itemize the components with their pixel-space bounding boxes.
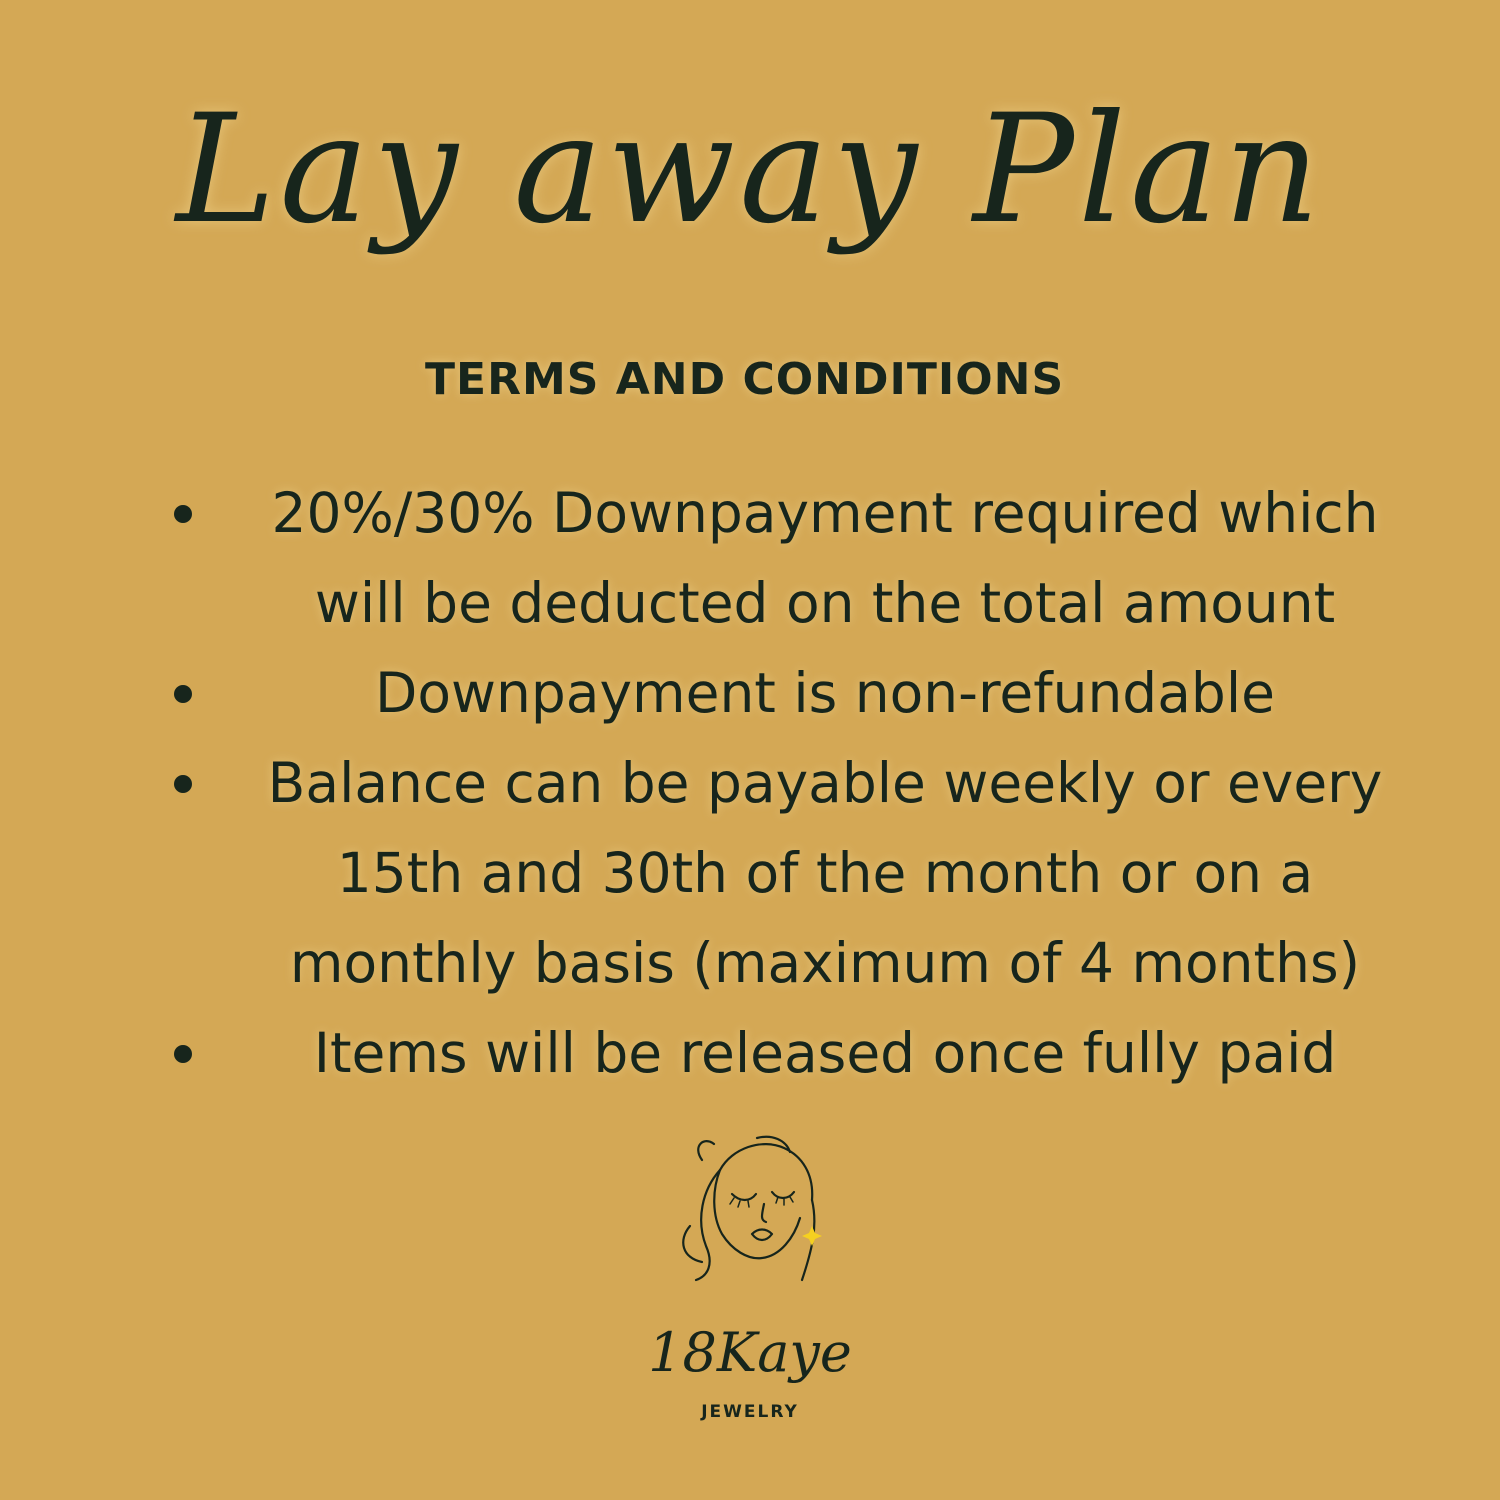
nose (762, 1204, 766, 1222)
term-item (160, 738, 1420, 1008)
term-item (160, 648, 1420, 738)
hair-curl (683, 1226, 702, 1262)
section-heading: TERMS AND CONDITIONS (425, 354, 1065, 405)
bullet-icon (174, 505, 192, 523)
bullet-icon (174, 775, 192, 793)
sparkle-icon (802, 1226, 822, 1246)
brand-wordmark: 18Kaye (648, 1321, 852, 1384)
bullet-icon (174, 685, 192, 703)
brand-subtitle: JEWELRY (701, 1402, 799, 1422)
term-text: Items will be released once fully paid (313, 1021, 1337, 1085)
bullet-icon (174, 1045, 192, 1063)
term-item (160, 1008, 1420, 1098)
woman-face-icon (662, 1130, 842, 1290)
hair-outline (720, 1144, 812, 1200)
lips (752, 1230, 772, 1241)
hair-strand (698, 1141, 714, 1160)
term-text: Balance can be payable weekly or every 15th and 30th of the month or on a monthly basis (maximum of 4 months) (267, 751, 1383, 995)
term-text: 20%/30% Downpayment required which will be deducted on the total amount (271, 481, 1379, 635)
page-title: Lay away Plan (175, 83, 1325, 257)
left-eye (732, 1194, 756, 1200)
terms-list (160, 468, 1420, 1098)
face-outline (714, 1170, 800, 1258)
term-item (160, 468, 1420, 648)
term-text: Downpayment is non-refundable (375, 661, 1275, 725)
